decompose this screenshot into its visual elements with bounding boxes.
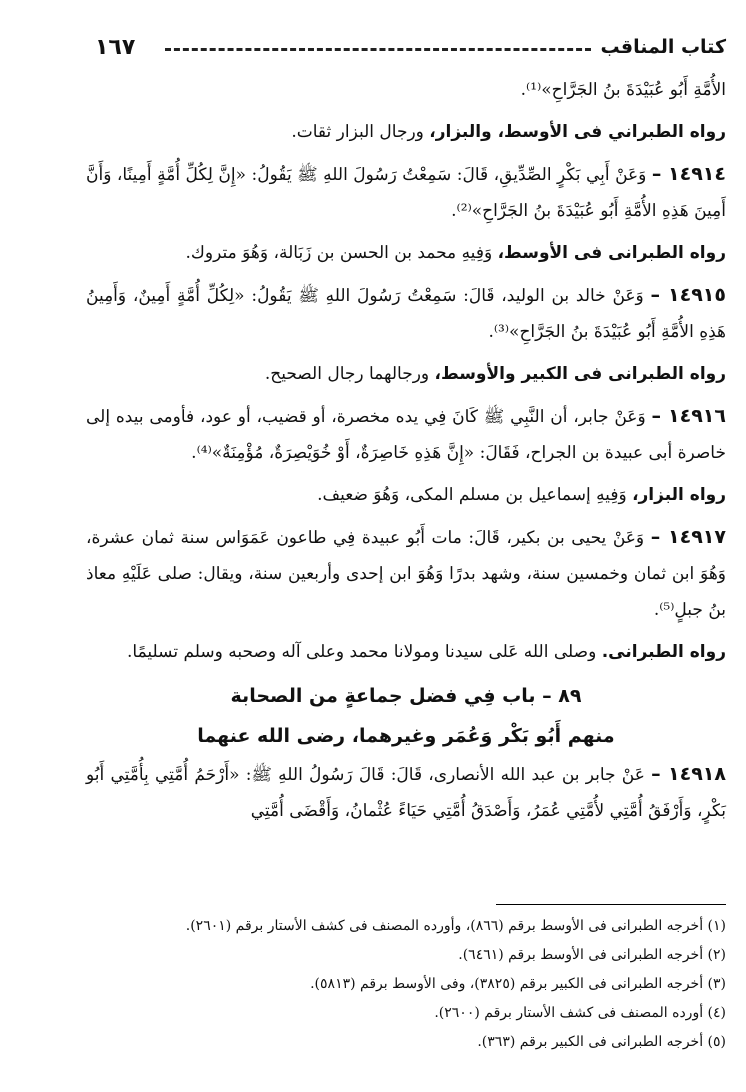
source-note [86,235,726,271]
paragraph-text: الأُمَّةِ أَبُو عُبَيْدَةَ بنُ الجَرَّاحِ»⁽¹⁾. [520,80,726,100]
footnote: (١) أخرجه الطبرانى فى الأوسط برقم (٨٦٦)، وأورده المصنف فى كشف الأستار برقم (٢٦٠١). [185,918,726,934]
hadith-number: ١٤٩١٦ – [651,405,726,427]
source-label: رواه الطبراني فى الأوسط، والبزار، [429,122,726,142]
source-note [86,114,726,150]
chapter-title: ٨٩ – باب فِي فضل جماعةٍ من الصحابة [230,685,582,707]
hadith-14917 [86,519,726,628]
chapter-subtitle: منهم أَبُو بَكْر وَعُمَر وغيرهما، رضى الله عنهما [197,725,615,747]
hadith-text: وَعَنْ جابر، أن النَّبِي ﷺ كَانَ فِي يده مخصرة، أو قضيب، أو عود، فأومى بيده إلى خاصرة أبى عبيدة بن الجراح، فَقَالَ: «إِنَّ هَذِهِ خَاصِرَةٌ، أَوْ خُوَيْصِرَةٌ، مُؤْمِنَةٌ»⁽⁴⁾. [86,407,726,463]
header-dashed-rule [165,48,591,51]
hadith-number: ١٤٩١٧ – [650,526,726,548]
hadith-14918 [86,756,726,829]
source-note [86,477,726,513]
footnote: (٤) أورده المصنف فى كشف الأستار برقم (٢٦٠٠). [434,1005,726,1021]
hadith-text: وَعَنْ أَبِي بَكْرٍ الصِّدِّيقِ، قَالَ: سَمِعْتُ رَسُولَ اللهِ ﷺ يَقُولُ: «إِنَّ لِكُلِّ أُمَّةٍ أَمِينًا، وَأَنَّ أَمِينَ هَذِهِ الأُمَّةِ أَبُو عُبَيْدَةَ بنُ الجَرَّاحِ»⁽²⁾. [86,165,726,221]
footnote: (٥) أخرجه الطبرانى فى الكبير برقم (٣٦٣). [477,1034,726,1050]
hadith-number: ١٤٩١٨ – [651,763,726,785]
source-text: ورجال البزار ثقات. [291,122,430,142]
hadith-text: وَعَنْ يحيى بن بكير، قَالَ: مات أَبُو عبيدة فِي طاعون عَمَوَاس سنة ثمان عشرة، وَهُوَ ابن ثمان وخمسين سنة، وشهد بدرًا وَهُوَ ابن إحدى وأربعين سنة، ويقال: صلى عَلَيْهِ معاذ بنُ جبلٍ⁽⁵⁾. [86,528,726,620]
footnote-divider [496,904,726,905]
page-body [86,72,726,835]
source-note [86,634,726,670]
source-label: رواه البزار، [632,485,726,505]
page-number: ١٦٧ [95,34,136,60]
source-label: رواه الطبرانى فى الأوسط، [497,243,726,263]
source-note [86,356,726,392]
footnote: (٣) أخرجه الطبرانى فى الكبير برقم (٣٨٢٥)، وفى الأوسط برقم (٥٨١٣). [310,976,726,992]
hadith-number: ١٤٩١٤ – [651,163,726,185]
source-label: رواه الطبرانى. [601,642,726,662]
footnotes [86,912,726,1057]
source-text: وصلى الله عَلى سيدنا ومولانا محمد وعلى آله وصحبه وسلم تسليمًا. [126,642,602,662]
hadith-text: عَنْ جابر بن عبد الله الأنصارى، قَالَ: قَالَ رَسُولُ اللهِ ﷺ: «أَرْحَمُ أُمَّتِي بِأُمَّتِي أَبُو بَكْرٍ، وَأَرْفَقُ أُمَّتِي لأُمَّتِي عُمَرُ، وَأَصْدَقُ أُمَّتِي حَيَاءً عُثْمانُ، وَأَقْضَى أُمَّتِي [86,765,726,821]
hadith-text: وَعَنْ خالد بن الوليد، قَالَ: سَمِعْتُ رَسُولَ اللهِ ﷺ يَقُولُ: «لِكُلِّ أُمَّةٍ أَمِينٌ، وَأَمِينُ هَذِهِ الأُمَّةِ أَبُو عُبَيْدَةَ بنُ الجَرَّاحِ»⁽³⁾. [86,286,726,342]
chapter-heading [86,676,726,756]
hadith-number: ١٤٩١٥ – [650,284,726,306]
hadith-14916 [86,398,726,471]
source-label: رواه الطبرانى فى الكبير والأوسط، [434,364,726,384]
source-text: وَفِيهِ إسماعيل بن مسلم المكى، وَهُوَ ضعيف. [317,485,633,505]
source-text: ورجالهما رجال الصحيح. [264,364,435,384]
hadith-14915 [86,277,726,350]
text-paragraph [86,72,726,108]
running-header [95,30,726,64]
footnote: (٢) أخرجه الطبرانى فى الأوسط برقم (٦٤٦١). [458,947,726,963]
hadith-14914 [86,156,726,229]
book-title: كتاب المناقب [600,36,726,58]
source-text: وَفِيهِ محمد بن الحسن بن زَبَالة، وَهُوَ متروك. [185,243,498,263]
